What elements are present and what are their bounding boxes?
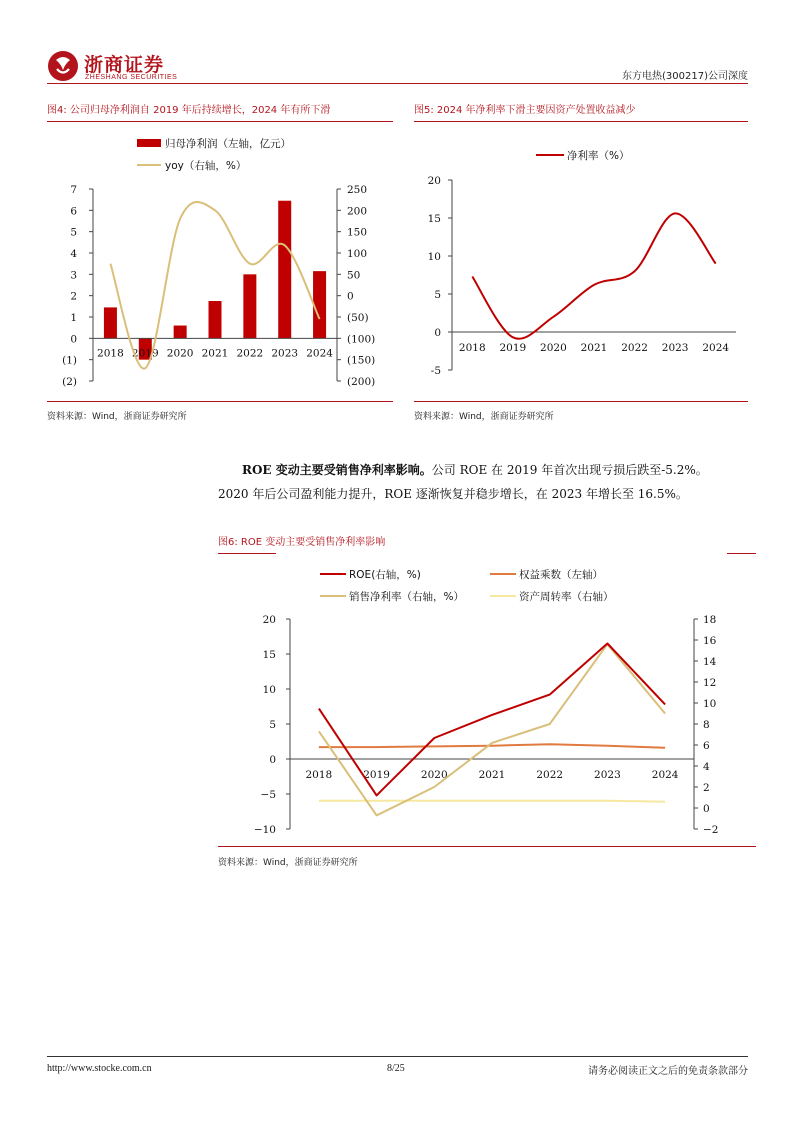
fig6-left-tick-label: 20: [262, 614, 276, 626]
body-paragraph-line1: [218, 458, 748, 482]
fig5-y-tick-label: 10: [427, 251, 441, 263]
fig5-y-tick-label: -5: [430, 365, 441, 377]
fig6-source: 资料来源：Wind，浙商证券研究所: [218, 858, 358, 868]
fig6-left-tick-label: 0: [269, 754, 276, 766]
fig4-right-tick-label: (200): [347, 376, 376, 388]
fig6-right-tick-label: 16: [703, 635, 717, 647]
footer-disclaimer: 请务必阅读正文之后的免责条款部分: [588, 1066, 748, 1077]
fig6-right-tick-label: 12: [703, 677, 717, 689]
fig5-title: 图5: 2024 年净利率下滑主要因资产处置收益减少: [414, 105, 636, 116]
fig6-right-tick-label: 14: [703, 656, 717, 668]
fig4-x-tick-label: 2020: [166, 347, 194, 360]
fig6-right-tick-label: 18: [703, 614, 717, 626]
fig4-chart: [47, 125, 393, 397]
fig4-right-tick-label: 0: [347, 290, 354, 303]
fig4-right-tick-label: (100): [347, 333, 376, 346]
fig4-x-tick-label: 2024: [306, 347, 333, 360]
fig6-bottom-rule: [218, 846, 756, 847]
fig4-legend-bar-label: 归母净利润（左轴，亿元）: [165, 138, 291, 150]
fig4-right-tick-label: 50: [347, 269, 361, 282]
fig5-x-tick-label: 2019: [499, 342, 527, 354]
fig6-legend-equity: 权益乘数（左轴）: [519, 569, 603, 581]
fig4-right-tick-label: 100: [347, 248, 368, 260]
fig6-top-rule-right: [727, 553, 756, 554]
fig4-bar: [278, 201, 291, 339]
fig6-x-tick-label: 2018: [305, 769, 333, 781]
report-label: 东方电热(300217)公司深度: [622, 71, 748, 82]
fig5-x-tick-label: 2023: [661, 342, 689, 354]
brand-name-en: ZHESHANG SECURITIES: [85, 74, 178, 81]
fig6-right-tick-label: 2: [703, 782, 710, 794]
fig4-x-tick-label: 2018: [97, 347, 124, 360]
fig6-x-tick-label: 2024: [651, 769, 679, 781]
fig4-bar: [313, 271, 326, 338]
fig5-chart: [414, 125, 748, 397]
body-paragraph-line2: 2020 年后公司盈利能力提升，ROE 逐渐恢复并稳步增长，在 2023 年增长至 16.5%。: [218, 487, 688, 501]
fig4-top-rule: [47, 121, 393, 122]
fig6-x-tick-label: 2020: [420, 769, 448, 781]
footer-url-link[interactable]: http://www.stocke.com.cn: [47, 1063, 152, 1074]
fig4-x-tick-label: 2022: [236, 347, 264, 360]
fig4-left-tick-label: 5: [70, 226, 77, 239]
fig6-top-rule-left: [218, 553, 276, 554]
fig6-legend-turnover: 资产周转率（右轴）: [519, 591, 614, 603]
fig5-x-tick-label: 2022: [621, 342, 648, 354]
fig4-right-tick-label: (50): [347, 312, 369, 324]
fig4-right-tick-label: 150: [347, 226, 368, 239]
fig4-left-tick-label: 0: [70, 333, 77, 346]
fig4-bar: [174, 326, 187, 339]
fig6-x-tick-label: 2023: [594, 769, 621, 781]
fig4-right-tick-label: 250: [347, 184, 368, 196]
paragraph-line1-rest: 公司 ROE 在 2019 年首次出现亏损后跌至-5.2%。: [431, 463, 708, 477]
fig6-left-tick-label: −5: [260, 789, 276, 801]
fig4-left-tick-label: 7: [70, 184, 77, 196]
fig6-right-tick-label: 8: [703, 719, 710, 731]
fig4-legend-bar-swatch: [137, 139, 161, 147]
fig6-right-tick-label: 10: [703, 698, 717, 710]
fig4-left-tick-label: (2): [62, 376, 77, 388]
fig5-y-tick-label: 5: [434, 289, 441, 301]
fig4-left-tick-label: 4: [70, 248, 77, 260]
fig4-x-tick-label: 2019: [131, 347, 159, 360]
paragraph-lead: ROE 变动主要受销售净利率影响。: [242, 463, 432, 477]
fig5-x-tick-label: 2018: [458, 342, 486, 354]
fig4-left-tick-label: 6: [70, 205, 77, 218]
page-number: 8/25: [387, 1063, 405, 1074]
fig6-equity-multiplier-line: [319, 744, 665, 748]
fig4-bottom-rule: [47, 401, 393, 402]
fig6-x-tick-label: 2022: [536, 769, 564, 781]
fig5-y-tick-label: 20: [427, 175, 441, 187]
fig4-right-tick-label: (150): [347, 354, 376, 367]
brand-name: 浙商证券: [84, 54, 165, 76]
fig5-x-tick-label: 2020: [540, 342, 567, 354]
fig4-bar: [243, 274, 256, 338]
fig6-chart: [218, 556, 756, 844]
fig5-y-tick-label: 15: [427, 213, 441, 225]
fig5-x-tick-label: 2021: [580, 342, 608, 354]
fig5-legend-label: 净利率（%）: [567, 150, 630, 162]
fig4-x-tick-label: 2021: [201, 347, 229, 360]
fig6-right-tick-label: 0: [703, 803, 710, 815]
fig5-net-margin-line: [472, 213, 715, 338]
fig6-left-tick-label: 10: [262, 684, 276, 696]
fig6-left-tick-label: 5: [269, 719, 276, 731]
fig4-left-tick-label: 1: [70, 312, 77, 324]
fig4-bar: [104, 307, 117, 338]
fig6-x-tick-label: 2021: [478, 769, 506, 781]
fig6-asset-turnover-line: [319, 801, 665, 802]
fig4-left-tick-label: 3: [70, 269, 77, 282]
fig6-left-tick-label: 15: [262, 649, 276, 661]
fig6-right-tick-label: 4: [703, 761, 710, 773]
fig5-top-rule: [414, 121, 748, 122]
fig5-y-tick-label: 0: [434, 327, 441, 339]
fig4-right-tick-label: 200: [347, 205, 368, 218]
fig5-x-tick-label: 2024: [702, 342, 730, 354]
fig4-left-tick-label: 2: [70, 290, 77, 303]
fig4-bar: [209, 301, 222, 338]
fig6-legend-margin: 销售净利率（右轴，%）: [349, 591, 464, 603]
fig4-legend-line-label: yoy（右轴，%）: [165, 160, 247, 172]
brand-logo-icon: [47, 50, 79, 82]
footer-divider: [47, 1056, 748, 1057]
fig4-title: 图4: 公司归母净利润自 2019 年后持续增长，2024 年有所下滑: [47, 105, 331, 116]
fig6-legend-roe: ROE(右轴，%): [349, 569, 421, 581]
header-divider: [47, 83, 748, 84]
fig6-net-margin-line: [319, 644, 665, 815]
fig6-right-tick-label: 6: [703, 740, 710, 752]
fig6-title: 图6: ROE 变动主要受销售净利率影响: [218, 537, 386, 548]
fig5-bottom-rule: [414, 401, 748, 402]
fig4-left-tick-label: (1): [62, 354, 77, 367]
fig5-source: 资料来源：Wind，浙商证券研究所: [414, 412, 554, 422]
fig6-left-tick-label: −10: [253, 824, 276, 836]
fig4-x-tick-label: 2023: [271, 347, 299, 360]
fig6-x-tick-label: 2019: [363, 769, 390, 781]
fig4-source: 资料来源：Wind，浙商证券研究所: [47, 412, 187, 422]
fig6-right-tick-label: −2: [703, 824, 719, 836]
